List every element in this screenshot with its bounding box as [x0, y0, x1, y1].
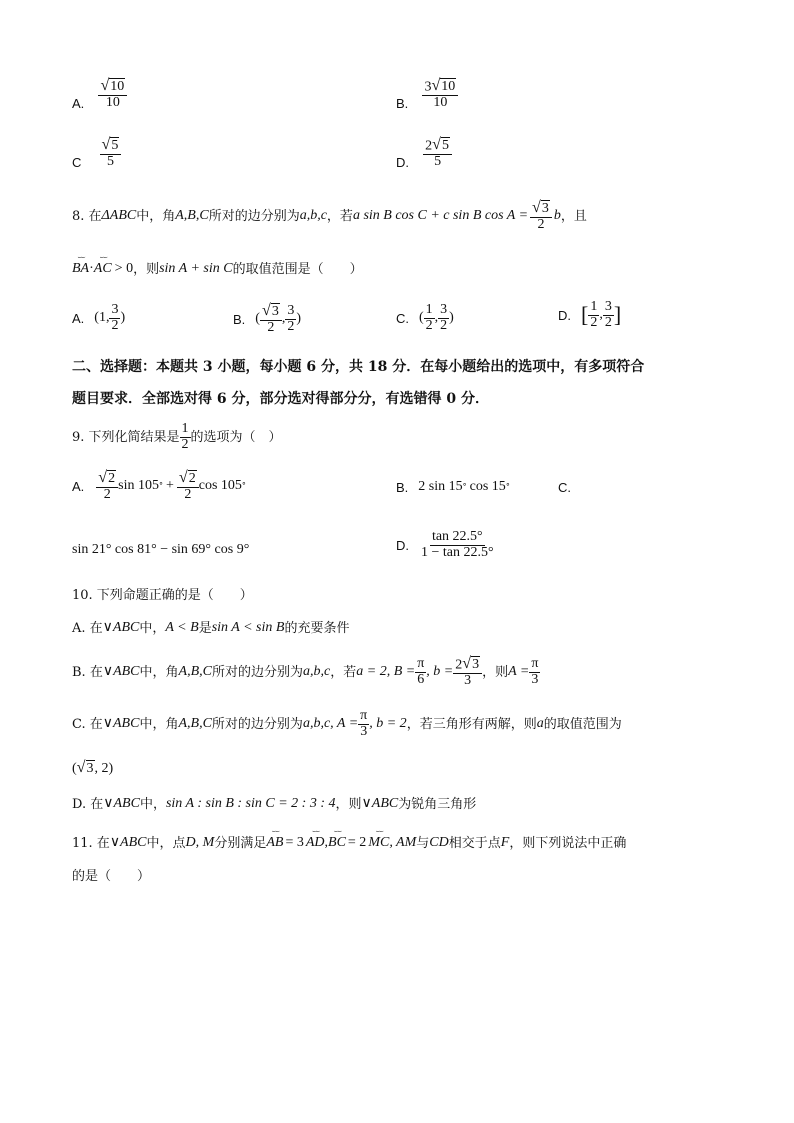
option-text: 为锐角三角形: [398, 796, 477, 812]
denominator: 2: [440, 317, 448, 333]
q7-option-a: [72, 78, 127, 111]
option-text: D. 在: [72, 796, 104, 812]
fraction: [285, 304, 296, 334]
variables: a,b,c, A =: [302, 716, 359, 732]
points: D, M: [185, 835, 215, 850]
q11-stem-line2: 的是（ ）: [72, 869, 151, 884]
stem-text: 8. 在: [72, 208, 102, 224]
stem-text: ，且: [560, 208, 587, 224]
stem-text: 与: [416, 835, 430, 851]
denominator: 2: [537, 216, 545, 232]
vector-mc: ⌣⌣ MC: [368, 836, 389, 850]
q7-option-c: [72, 137, 121, 170]
equals: = 3: [285, 835, 304, 850]
condition: , b =: [426, 664, 454, 680]
fraction: √ 2 2: [177, 470, 199, 503]
variable: a: [536, 716, 544, 732]
option-label: A.: [72, 95, 85, 111]
equation-tail: b: [553, 208, 561, 224]
q7-option-d: [396, 137, 452, 170]
stem-text: 分别满足: [214, 835, 267, 851]
equals: = 2: [347, 835, 367, 850]
radicand: 10: [441, 79, 456, 94]
fraction: √ 3 2: [260, 303, 282, 336]
q9-option-a: A. √ 2 2 sin 105 ° + √ 2 2 cos 105 °: [72, 469, 246, 502]
interval-open: (1,: [94, 310, 110, 326]
option-text: ，则: [482, 664, 509, 680]
interval-open: (: [255, 311, 260, 327]
q8-option-c: C. ( $\frac{1}{2}$ , $\frac{3}{2}$ ): [396, 302, 454, 333]
q8-option-d: D. [ $\frac{1}{2}$ , $\frac{3}{2}$ ]: [558, 299, 622, 330]
radicand: 3: [86, 761, 94, 776]
result: A =: [508, 664, 530, 680]
option-label: D.: [396, 537, 409, 553]
q8-stem-line2: ⌣⌣ BA · ⌣⌣ AC > 0 ，则 sin A + sin C 的取值范围是（ ）: [72, 262, 363, 276]
numerator: 1: [425, 302, 433, 317]
q10-option-b: [72, 656, 540, 689]
numerator: π: [360, 708, 368, 723]
option-label: A.: [72, 478, 85, 494]
section-heading-line1: 二、选择题：本题共 3 小题，每小题 6 分，共 18 分．在每小题给出的选项中，有多项符合: [72, 359, 645, 375]
option-text: 是: [198, 620, 212, 636]
interval-close: ): [449, 310, 454, 326]
section-heading-line2: 题目要求．全部选对得 6 分，部分选对得部分分，有选错得 0 分．: [72, 391, 489, 407]
radicand: 5: [111, 138, 119, 153]
q7-option-b: [396, 78, 458, 111]
numerator: 1: [181, 421, 189, 436]
coefficient: 2: [425, 138, 433, 154]
fraction: [415, 657, 426, 687]
option-label: D.: [558, 307, 571, 323]
option-label: D.: [396, 154, 409, 170]
radicand: 2: [188, 471, 196, 486]
option-text: 中，: [139, 796, 166, 812]
term: cos 105: [198, 478, 242, 494]
q9-option-c-label: C.: [558, 480, 571, 495]
triangle-name: ∨ABC: [102, 620, 140, 635]
option-text: 所对的边分别为: [211, 716, 303, 732]
term: cos 15: [469, 479, 506, 494]
numerator: π: [417, 656, 425, 672]
ratio-expression: sin A : sin B : sin C = 2 : 3 : 4: [165, 796, 336, 811]
option-label: C.: [396, 310, 409, 326]
stem-text: ，若: [326, 208, 353, 224]
radicand: 3: [271, 304, 279, 319]
numerator: 3: [111, 302, 119, 317]
option-text: 的取值范围为: [543, 716, 622, 732]
option-text: C. 在: [72, 716, 103, 732]
radicand: 2: [108, 471, 116, 486]
option-label: B.: [396, 479, 409, 495]
stem-text: 的取值范围是（ ）: [232, 261, 363, 277]
equation: a sin B cos C + c sin B cos A =: [352, 208, 529, 224]
option-text: 的充要条件: [284, 620, 350, 636]
fraction: √ 2 2: [96, 470, 118, 503]
coefficient: 3: [424, 79, 432, 95]
stem-text: 中，点: [146, 835, 186, 851]
interval-open: (: [419, 310, 424, 326]
interval-close: ): [120, 310, 126, 326]
fraction: [424, 303, 435, 333]
option-label: B.: [233, 311, 246, 327]
numerator: 1: [590, 299, 598, 314]
segment-cd: CD: [429, 835, 449, 850]
denominator: 10: [433, 94, 448, 110]
fraction: [358, 709, 369, 739]
expression: sin A < sin B: [211, 620, 285, 635]
option-text: ，若: [330, 664, 357, 680]
radicand: 10: [110, 79, 125, 94]
denominator: 2: [103, 486, 111, 502]
denominator: 2: [287, 318, 295, 334]
point-f: F: [500, 835, 510, 850]
option-label: C: [72, 154, 82, 170]
q11-stem-line1: [72, 836, 626, 850]
side-vars: a,b,c: [299, 208, 327, 224]
angle-vars: A,B,C: [175, 208, 209, 224]
option-text: ，若三角形有两解，则: [406, 716, 537, 732]
plus-sign: +: [165, 478, 174, 494]
stem-text: ，则下列说法中正确: [509, 835, 627, 851]
fraction: √ 5 5: [100, 137, 122, 170]
fraction: [588, 300, 599, 330]
option-text: ，则: [335, 796, 362, 812]
stem-text: 11. 在: [72, 835, 110, 851]
denominator: 2: [181, 436, 189, 452]
interval-open: (: [72, 761, 77, 777]
fraction: [419, 530, 496, 560]
q9-option-b: B. 2 sin 15 ° cos 15 °: [396, 479, 510, 495]
option-label: B.: [396, 95, 409, 111]
denominator: 2: [111, 317, 119, 333]
option-text: 所对的边分别为: [212, 664, 304, 680]
condition: A < B: [165, 620, 199, 635]
denominator: 2: [425, 317, 433, 333]
numerator: 3: [604, 299, 612, 314]
q10-option-d: [72, 797, 476, 811]
stem-text: ，则: [133, 261, 160, 277]
denominator: 1 − tan 22.5°: [421, 544, 494, 560]
stem-text: 相交于点: [448, 835, 501, 851]
denominator: 6: [417, 671, 425, 687]
denominator: 2: [184, 486, 192, 502]
denominator: 3: [464, 672, 472, 688]
interval-close: ): [296, 311, 301, 327]
segment-am: , AM: [389, 835, 417, 850]
fraction: [603, 300, 614, 330]
angle-vars: A,B,C: [178, 716, 212, 732]
radicand: 5: [441, 138, 449, 153]
fraction: [109, 303, 120, 333]
numerator: tan 22.5°: [431, 529, 483, 544]
fraction: [180, 422, 191, 452]
fraction: 2 √ 3 3: [453, 656, 482, 689]
side-vars: a,b,c: [303, 664, 331, 680]
denominator: 5: [106, 153, 114, 169]
expression: sin A + sin C: [159, 261, 233, 276]
q9-option-c-text: sin 21° cos 81° − sin 69° cos 9°: [72, 542, 250, 557]
q8-stem-line1: [72, 200, 587, 233]
triangle-name: ∨ABC: [103, 796, 140, 811]
denominator: 2: [590, 314, 598, 330]
vector-bc: ⌣⌣ BC: [328, 836, 346, 850]
vector-ab: ⌣⌣ AB: [266, 836, 283, 850]
angle-vars: A,B,C: [178, 664, 212, 680]
q10-option-a: [72, 621, 349, 635]
fraction: [529, 657, 540, 687]
fraction: 2 √ 5 5: [423, 137, 452, 170]
fraction: √ 3 2: [530, 200, 552, 233]
vector-ac: ⌣⌣ AC: [94, 262, 112, 276]
q10-option-c: [72, 709, 622, 739]
b-value: , b = 2: [369, 716, 407, 732]
triangle-name: ∨ABC: [109, 835, 147, 850]
q8-option-b: B. ( √ 3 2 , $\frac{3}{2}$ ): [233, 302, 301, 335]
fraction: [438, 303, 449, 333]
condition: > 0: [114, 261, 134, 276]
radicand: 3: [541, 201, 549, 216]
condition: a = 2, B =: [356, 664, 416, 680]
denominator: 10: [105, 94, 120, 110]
option-text: A. 在: [72, 620, 103, 636]
term: sin 105: [118, 478, 159, 494]
q8-option-a: [72, 303, 125, 333]
denominator: 2: [267, 319, 275, 335]
fraction: √ 10 10: [98, 78, 127, 111]
vector-ad: ⌣⌣ AD: [306, 836, 325, 850]
stem-text: 9. 下列化简结果是: [72, 429, 180, 445]
radicand: 3: [472, 657, 480, 672]
coefficient: 2: [455, 657, 463, 673]
triangle-name: ∨ABC: [102, 664, 140, 680]
triangle-name: ∨ABC: [361, 796, 399, 811]
option-text: B. 在: [72, 664, 103, 680]
stem-text: 中，角: [136, 208, 176, 224]
vector-ba: ⌣⌣ BA: [72, 262, 89, 276]
option-text: 中，: [139, 620, 166, 636]
numerator: 3: [287, 303, 295, 319]
triangle-name: ∨ABC: [102, 716, 140, 732]
option-label: A.: [72, 310, 85, 326]
option-text: 中，角: [139, 716, 179, 732]
option-text: 中，角: [139, 664, 179, 680]
q9-option-d: [396, 530, 496, 560]
stem-text: 的选项为（ ）: [190, 429, 282, 445]
interval-close: , 2): [94, 761, 114, 777]
triangle-name: ΔABC: [101, 208, 137, 224]
q10-option-c-range: ( √ 3 , 2): [72, 759, 114, 777]
denominator: 5: [434, 153, 442, 169]
q9-stem: [72, 422, 282, 452]
stem-text: 所对的边分别为: [208, 208, 300, 224]
numerator: π: [531, 656, 539, 672]
comma: ,: [324, 835, 329, 850]
term: 2 sin 15: [418, 479, 463, 494]
denominator: 2: [604, 314, 612, 330]
denominator: 3: [360, 723, 368, 739]
denominator: 3: [531, 671, 539, 687]
numerator: 3: [440, 302, 448, 317]
q10-stem: 10. 下列命题正确的是（ ）: [72, 588, 253, 603]
fraction: 3 √ 10 10: [422, 78, 458, 111]
